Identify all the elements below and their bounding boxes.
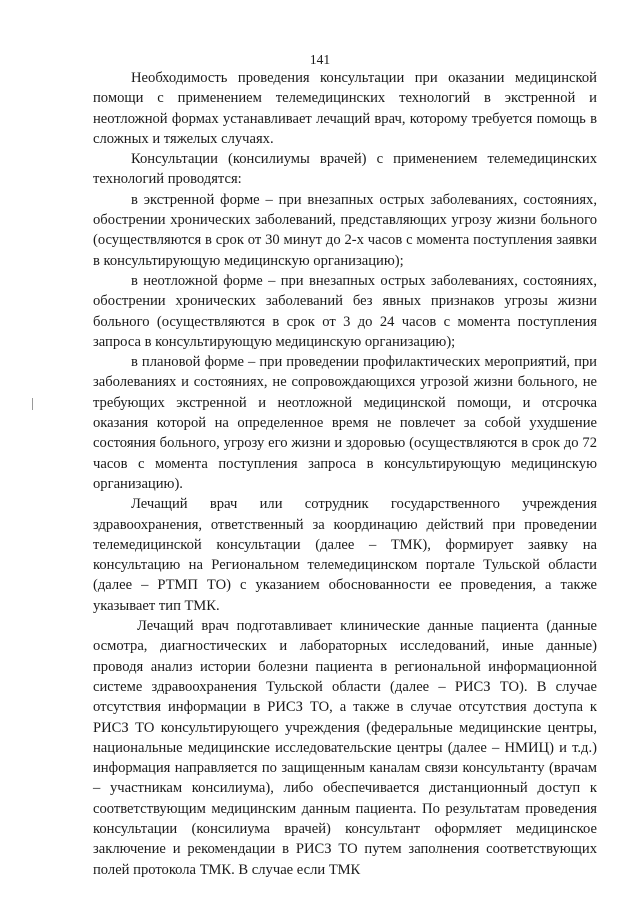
paragraph-planned-form: в плановой форме – при проведении профилактических мероприятий, при заболеваниях и состояниях, не сопровождающихся угрозой жизни больного, не требующих экстренной и неотложной медицинской помощи, и отсрочка оказания которой на определенное время не повлечет за собой ухудшение состояния больного, угрозу его жизни и здоровью (осуществляются в срок до 72 часов с момента поступления запроса в консультирующую медицинскую организацию). — [93, 354, 597, 492]
paragraph-emergency-form: в экстренной форме – при внезапных острых заболеваниях, состояниях, обострении хронических заболеваний, представляющих угрозу жизни больного (осуществляются в срок от 30 минут до 2-х часов с момента поступления заявки в консультирующую медицинскую организацию); — [93, 191, 597, 269]
paragraph-clinical-data: Лечащий врач подготавливает клинические данные пациента (данные осмотра, диагностических и лабораторных исследований, иные данные) проводя анализ истории болезни пациента в региональной информационной системе здравоохранения Тульской области (далее – РИСЗ ТО). В случае отсутствия информации в РИСЗ ТО, а также в случае отсутствия доступа к РИСЗ ТО консультирующего учреждения (федеральные медицинские центры, национальные медицинские исследовательские центры (далее – НМИЦ) и т.д.) информация направляется по защищенным каналам связи консультанту (врачам – участникам консилиума), либо обеспечивается дистанционный доступ к соответствующим медицинским данным пациента. По результатам проведения консультации (консилиума врачей) консультант оформляет медицинское заключение и рекомендации в РИСЗ ТО путем заполнения соответствующих полей протокола ТМК. В случае если ТМК — [93, 618, 597, 878]
paragraph-consultation-necessity: Необходимость проведения консультации при оказании медицинской помощи с применением телемедицинских технологий в экстренной и неотложной формах устанавливает лечащий врач, которому требуется помощь в сложных и тяжелых случаях. — [93, 70, 597, 147]
paragraph-urgent-form: в неотложной форме – при внезапных острых заболеваниях, состояниях, обострении хронических заболеваний без явных признаков угрозы жизни больного (осуществляются в срок от 3 до 24 часов с момента поступления запроса в консультирующую медицинскую организацию); — [93, 272, 597, 350]
paragraph-request-submission: Лечащий врач или сотрудник государственного учреждения здравоохранения, ответственный за координацию действий при проведении телемедицинской консультации (далее – ТМК), формирует заявку на консультацию на Региональном телемедицинском портале Тульской области (далее – РТМП ТО) с указанием обоснованности ее проведения, а также указывает тип ТМК. — [93, 496, 597, 614]
page-number: 141 — [309, 52, 331, 67]
margin-mark — [32, 398, 33, 410]
document-body — [93, 68, 597, 880]
paragraph-consultation-forms-intro: Консультации (консилиумы врачей) с применением телемедицинских технологий проводятся: — [93, 151, 597, 188]
